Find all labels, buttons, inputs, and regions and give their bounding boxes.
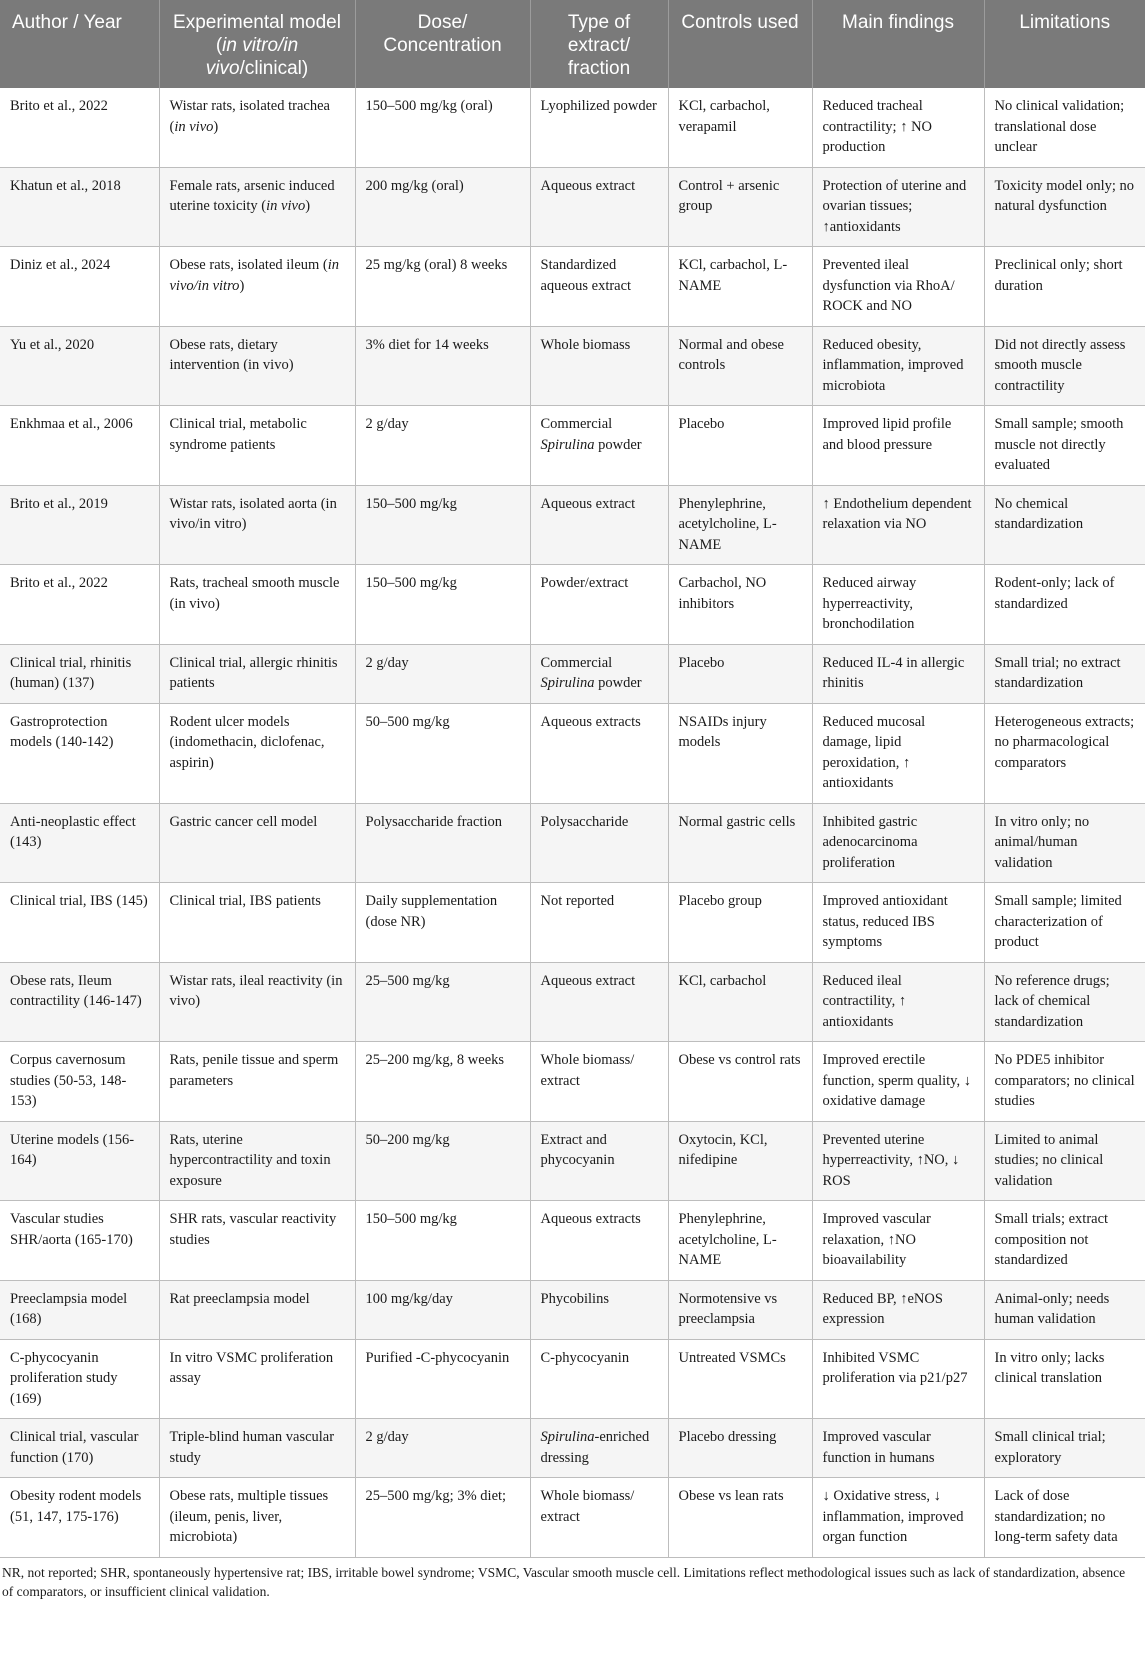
cell-findings: Reduced obesity, inflammation, improved microbiota bbox=[812, 326, 984, 406]
table-row bbox=[0, 326, 1145, 406]
header-experimental-model bbox=[159, 0, 355, 88]
cell-model-text-a: Clinical trial, metabolic syndrome patients bbox=[169, 416, 307, 453]
cell-type-text-a: Whole biomass/ extract bbox=[540, 1052, 635, 1089]
cell-model bbox=[159, 1042, 355, 1122]
table-row bbox=[0, 703, 1145, 803]
cell-findings: Improved antioxidant status, reduced IBS symptoms bbox=[812, 883, 984, 963]
cell-dose: Purified -C-phycocyanin bbox=[355, 1339, 530, 1419]
cell-model bbox=[159, 485, 355, 565]
cell-findings: Reduced BP, ↑eNOS expression bbox=[812, 1280, 984, 1339]
cell-model-text-a: Clinical trial, allergic rhinitis patients bbox=[169, 654, 338, 691]
cell-controls: Normotensive vs preeclampsia bbox=[668, 1280, 812, 1339]
cell-findings: Inhibited gastric adenocarcinoma proliferation bbox=[812, 803, 984, 883]
cell-limitations: Small clinical trial; exploratory bbox=[984, 1419, 1145, 1478]
cell-findings: Improved lipid profile and blood pressure bbox=[812, 406, 984, 486]
cell-type bbox=[530, 247, 668, 327]
cell-controls: Phenylephrine, acetylcholine, L-NAME bbox=[668, 1201, 812, 1281]
cell-model-text-c: ) bbox=[305, 198, 311, 214]
cell-type-text-a: Aqueous extract bbox=[540, 177, 636, 194]
cell-findings: Reduced mucosal damage, lipid peroxidation, ↑ antioxidants bbox=[812, 703, 984, 803]
header-row bbox=[0, 0, 1145, 88]
cell-dose: 50–500 mg/kg bbox=[355, 703, 530, 803]
header-dose: Dose/ Concentration bbox=[355, 0, 530, 88]
cell-type bbox=[530, 1121, 668, 1201]
cell-limitations: Small sample; limited characterization of product bbox=[984, 883, 1145, 963]
table-row bbox=[0, 644, 1145, 703]
cell-dose: 25–500 mg/kg; 3% diet; bbox=[355, 1478, 530, 1558]
cell-controls: Carbachol, NO inhibitors bbox=[668, 565, 812, 645]
cell-dose: 150–500 mg/kg (oral) bbox=[355, 88, 530, 167]
cell-findings: Reduced tracheal contractility; ↑ NO production bbox=[812, 88, 984, 167]
cell-type-text-a: C-phycocyanin bbox=[540, 1349, 630, 1366]
table-row bbox=[0, 167, 1145, 247]
cell-author: Yu et al., 2020 bbox=[0, 326, 159, 406]
cell-type-text-c: powder bbox=[594, 675, 642, 691]
cell-author: Anti-neoplastic effect (143) bbox=[0, 803, 159, 883]
cell-limitations: Heterogeneous extracts; no pharmacological comparators bbox=[984, 703, 1145, 803]
cell-author: Obesity rodent models (51, 147, 175-176) bbox=[0, 1478, 159, 1558]
header-controls: Controls used bbox=[668, 0, 812, 88]
cell-model bbox=[159, 1201, 355, 1281]
cell-author: Uterine models (156-164) bbox=[0, 1121, 159, 1201]
cell-type-text-b: Spirulina bbox=[540, 1429, 595, 1445]
cell-type bbox=[530, 703, 668, 803]
cell-limitations: In vitro only; lacks clinical translation bbox=[984, 1339, 1145, 1419]
table-row bbox=[0, 883, 1145, 963]
table-row bbox=[0, 1121, 1145, 1201]
table-row bbox=[0, 485, 1145, 565]
cell-findings: Inhibited VSMC proliferation via p21/p27 bbox=[812, 1339, 984, 1419]
cell-type bbox=[530, 644, 668, 703]
cell-limitations: Lack of dose standardization; no long-term safety data bbox=[984, 1478, 1145, 1558]
cell-author: C-phycocyanin proliferation study (169) bbox=[0, 1339, 159, 1419]
cell-controls: Control + arsenic group bbox=[668, 167, 812, 247]
cell-limitations: Rodent-only; lack of standardized bbox=[984, 565, 1145, 645]
cell-model-text-a: Rats, tracheal smooth muscle (in vivo) bbox=[169, 575, 340, 612]
cell-author: Enkhmaa et al., 2006 bbox=[0, 406, 159, 486]
cell-model bbox=[159, 1280, 355, 1339]
cell-type bbox=[530, 485, 668, 565]
table-row bbox=[0, 1419, 1145, 1478]
table-row bbox=[0, 88, 1145, 167]
cell-controls: Placebo bbox=[668, 406, 812, 486]
cell-author: Clinical trial, vascular function (170) bbox=[0, 1419, 159, 1478]
cell-findings: Reduced IL-4 in allergic rhinitis bbox=[812, 644, 984, 703]
cell-findings: ↑ Endothelium dependent relaxation via NO bbox=[812, 485, 984, 565]
cell-controls: NSAIDs injury models bbox=[668, 703, 812, 803]
cell-limitations: No clinical validation; translational dose unclear bbox=[984, 88, 1145, 167]
cell-type bbox=[530, 1042, 668, 1122]
cell-model-text-b: in vivo bbox=[266, 198, 306, 214]
cell-limitations: Limited to animal studies; no clinical validation bbox=[984, 1121, 1145, 1201]
cell-controls: Normal gastric cells bbox=[668, 803, 812, 883]
cell-dose: 25 mg/kg (oral) 8 weeks bbox=[355, 247, 530, 327]
table-row bbox=[0, 1339, 1145, 1419]
cell-type-text-b: Spirulina bbox=[540, 436, 595, 453]
cell-limitations: In vitro only; no animal/human validation bbox=[984, 803, 1145, 883]
cell-type-text-a: Aqueous extracts bbox=[540, 1211, 641, 1227]
cell-model-text-a: Rodent ulcer models (indomethacin, diclofenac, aspirin) bbox=[169, 713, 325, 771]
cell-model bbox=[159, 1121, 355, 1201]
cell-limitations: Small trial; no extract standardization bbox=[984, 644, 1145, 703]
cell-dose: 50–200 mg/kg bbox=[355, 1121, 530, 1201]
table-row bbox=[0, 803, 1145, 883]
cell-type-text-a: Polysaccharide bbox=[540, 813, 629, 830]
cell-model-text-a: Triple-blind human vascular study bbox=[169, 1429, 335, 1466]
table-row bbox=[0, 1201, 1145, 1281]
cell-type-text-c: -enriched dressing bbox=[540, 1429, 650, 1466]
cell-model-text-b: in vivo bbox=[174, 118, 214, 135]
cell-model-text-a: Female rats, arsenic induced uterine toxicity ( bbox=[169, 177, 335, 214]
cell-controls: KCl, carbachol bbox=[668, 962, 812, 1042]
cell-type-text-a: Lyophilized powder bbox=[540, 98, 657, 114]
cell-model bbox=[159, 565, 355, 645]
cell-author: Clinical trial, rhinitis (human) (137) bbox=[0, 644, 159, 703]
header-model-text-b: in vitro/in vivo bbox=[205, 35, 299, 79]
cell-type bbox=[530, 406, 668, 486]
cell-model bbox=[159, 703, 355, 803]
cell-limitations: Did not directly assess smooth muscle contractility bbox=[984, 326, 1145, 406]
cell-model-text-a: SHR rats, vascular reactivity studies bbox=[169, 1211, 337, 1248]
cell-controls: Placebo dressing bbox=[668, 1419, 812, 1478]
cell-dose: 150–500 mg/kg bbox=[355, 1201, 530, 1281]
cell-dose: 3% diet for 14 weeks bbox=[355, 326, 530, 406]
cell-author: Corpus cavernosum studies (50-53, 148-153) bbox=[0, 1042, 159, 1122]
cell-type bbox=[530, 565, 668, 645]
table-row bbox=[0, 1280, 1145, 1339]
table-header bbox=[0, 0, 1145, 88]
cell-model bbox=[159, 88, 355, 167]
cell-type-text-a: Powder/extract bbox=[540, 575, 629, 591]
cell-type bbox=[530, 326, 668, 406]
cell-author: Brito et al., 2019 bbox=[0, 485, 159, 565]
cell-findings: Reduced ileal contractility, ↑ antioxidants bbox=[812, 962, 984, 1042]
cell-type bbox=[530, 1478, 668, 1558]
cell-type-text-a: Whole biomass/ extract bbox=[540, 1488, 635, 1525]
cell-author: Khatun et al., 2018 bbox=[0, 167, 159, 247]
cell-type bbox=[530, 1280, 668, 1339]
cell-findings: Reduced airway hyperreactivity, bronchodilation bbox=[812, 565, 984, 645]
header-type-of-extract: Type of extract/ fraction bbox=[530, 0, 668, 88]
cell-model-text-a: Wistar rats, isolated aorta (in vivo/in vitro) bbox=[169, 495, 337, 532]
cell-model bbox=[159, 1339, 355, 1419]
table-row bbox=[0, 1478, 1145, 1558]
cell-type bbox=[530, 167, 668, 247]
cell-limitations: Small sample; smooth muscle not directly evaluated bbox=[984, 406, 1145, 486]
cell-author: Brito et al., 2022 bbox=[0, 88, 159, 167]
table-footnote: NR, not reported; SHR, spontaneously hypertensive rat; IBS, irritable bowel syndrome; VSMC, Vascular smooth muscle cell. Limitations reflect methodological issues such as lack of standardization, absence of comparators, or insufficient clinical validation. bbox=[2, 1564, 1126, 1599]
cell-model-text-a: Obese rats, multiple tissues (ileum, penis, liver, microbiota) bbox=[169, 1488, 329, 1545]
cell-model-text-a: Rat preeclampsia model bbox=[169, 1290, 310, 1307]
cell-type bbox=[530, 1339, 668, 1419]
cell-model-text-a: Obese rats, isolated ileum ( bbox=[169, 257, 328, 273]
cell-controls: Obese vs lean rats bbox=[668, 1478, 812, 1558]
cell-controls: Placebo bbox=[668, 644, 812, 703]
cell-findings: Protection of uterine and ovarian tissues; ↑antioxidants bbox=[812, 167, 984, 247]
cell-controls: Phenylephrine, acetylcholine, L-NAME bbox=[668, 485, 812, 565]
cell-model-text-a: Rats, penile tissue and sperm parameters bbox=[169, 1052, 339, 1089]
cell-dose: 2 g/day bbox=[355, 406, 530, 486]
cell-limitations: No reference drugs; lack of chemical standardization bbox=[984, 962, 1145, 1042]
cell-model-text-c: ) bbox=[213, 118, 219, 135]
cell-dose: 100 mg/kg/day bbox=[355, 1280, 530, 1339]
cell-limitations: Toxicity model only; no natural dysfunction bbox=[984, 167, 1145, 247]
cell-controls: Oxytocin, KCl, nifedipine bbox=[668, 1121, 812, 1201]
cell-model-text-b: in vivo/in vitro bbox=[169, 257, 340, 294]
cell-model bbox=[159, 1478, 355, 1558]
cell-type-text-c: powder bbox=[594, 436, 642, 453]
header-model-text-a: Experimental model ( bbox=[173, 12, 341, 56]
cell-model-text-c: ) bbox=[239, 277, 245, 294]
cell-author: Vascular studies SHR/aorta (165-170) bbox=[0, 1201, 159, 1281]
cell-author: Obese rats, Ileum contractility (146-147) bbox=[0, 962, 159, 1042]
cell-findings: Prevented uterine hyperreactivity, ↑NO, ↓ ROS bbox=[812, 1121, 984, 1201]
cell-model bbox=[159, 406, 355, 486]
cell-findings: Prevented ileal dysfunction via RhoA/ ROCK and NO bbox=[812, 247, 984, 327]
cell-author: Brito et al., 2022 bbox=[0, 565, 159, 645]
table-row bbox=[0, 406, 1145, 486]
cell-model bbox=[159, 962, 355, 1042]
cell-controls: KCl, carbachol, L-NAME bbox=[668, 247, 812, 327]
cell-dose: 25–200 mg/kg, 8 weeks bbox=[355, 1042, 530, 1122]
cell-model-text-a: Clinical trial, IBS patients bbox=[169, 893, 321, 909]
table-row bbox=[0, 1042, 1145, 1122]
cell-type-text-b: Spirulina bbox=[540, 675, 595, 691]
cell-dose: 2 g/day bbox=[355, 644, 530, 703]
cell-type bbox=[530, 1201, 668, 1281]
header-limitations: Limitations bbox=[984, 0, 1145, 88]
cell-findings: ↓ Oxidative stress, ↓ inflammation, improved organ function bbox=[812, 1478, 984, 1558]
cell-author: Gastroprotection models (140-142) bbox=[0, 703, 159, 803]
cell-model-text-a: Obese rats, dietary intervention (in vivo) bbox=[169, 336, 294, 373]
cell-model bbox=[159, 326, 355, 406]
cell-type-text-a: Extract and phycocyanin bbox=[540, 1131, 615, 1168]
cell-dose: 25–500 mg/kg bbox=[355, 962, 530, 1042]
cell-limitations: Small trials; extract composition not standardized bbox=[984, 1201, 1145, 1281]
cell-dose: 150–500 mg/kg bbox=[355, 565, 530, 645]
cell-model-text-a: Wistar rats, ileal reactivity (in vivo) bbox=[169, 972, 343, 1009]
table-body bbox=[0, 88, 1145, 1557]
cell-limitations: No chemical standardization bbox=[984, 485, 1145, 565]
cell-type-text-a: Commercial bbox=[540, 416, 613, 432]
cell-type-text-a: Commercial bbox=[540, 654, 613, 671]
cell-limitations: Preclinical only; short duration bbox=[984, 247, 1145, 327]
cell-type bbox=[530, 883, 668, 963]
cell-model bbox=[159, 167, 355, 247]
cell-model bbox=[159, 883, 355, 963]
cell-type-text-a: Whole biomass bbox=[540, 336, 631, 353]
cell-type bbox=[530, 962, 668, 1042]
cell-model bbox=[159, 1419, 355, 1478]
cell-model-text-a: Gastric cancer cell model bbox=[169, 813, 318, 830]
cell-findings: Improved vascular relaxation, ↑NO bioavailability bbox=[812, 1201, 984, 1281]
cell-controls: Untreated VSMCs bbox=[668, 1339, 812, 1419]
cell-dose: Polysaccharide fraction bbox=[355, 803, 530, 883]
cell-type bbox=[530, 88, 668, 167]
cell-type-text-a: Not reported bbox=[540, 893, 615, 909]
cell-type-text-a: Standardized aqueous extract bbox=[540, 257, 632, 294]
cell-dose: 150–500 mg/kg bbox=[355, 485, 530, 565]
header-main-findings: Main findings bbox=[812, 0, 984, 88]
cell-model-text-a: In vitro VSMC proliferation assay bbox=[169, 1349, 334, 1386]
cell-controls: Normal and obese controls bbox=[668, 326, 812, 406]
header-author-year: Author / Year bbox=[0, 0, 159, 88]
cell-author: Clinical trial, IBS (145) bbox=[0, 883, 159, 963]
cell-limitations: Animal-only; needs human validation bbox=[984, 1280, 1145, 1339]
cell-type-text-a: Aqueous extracts bbox=[540, 713, 641, 730]
cell-author: Diniz et al., 2024 bbox=[0, 247, 159, 327]
cell-type-text-a: Aqueous extract bbox=[540, 972, 636, 989]
cell-type bbox=[530, 803, 668, 883]
cell-dose: 200 mg/kg (oral) bbox=[355, 167, 530, 247]
header-model-text-c: /clinical) bbox=[239, 58, 309, 79]
table-row bbox=[0, 565, 1145, 645]
cell-controls: Obese vs control rats bbox=[668, 1042, 812, 1122]
cell-dose: 2 g/day bbox=[355, 1419, 530, 1478]
cell-findings: Improved vascular function in humans bbox=[812, 1419, 984, 1478]
cell-controls: KCl, carbachol, verapamil bbox=[668, 88, 812, 167]
cell-controls: Placebo group bbox=[668, 883, 812, 963]
table-row bbox=[0, 247, 1145, 327]
cell-dose: Daily supplementation (dose NR) bbox=[355, 883, 530, 963]
cell-type-text-a: Phycobilins bbox=[540, 1290, 609, 1307]
cell-model bbox=[159, 803, 355, 883]
cell-model-text-a: Wistar rats, isolated trachea ( bbox=[169, 98, 330, 135]
table-row bbox=[0, 962, 1145, 1042]
cell-type-text-a: Aqueous extract bbox=[540, 495, 636, 512]
cell-author: Preeclampsia model (168) bbox=[0, 1280, 159, 1339]
cell-model-text-a: Rats, uterine hypercontractility and toxin exposure bbox=[169, 1131, 331, 1189]
cell-limitations: No PDE5 inhibitor comparators; no clinical studies bbox=[984, 1042, 1145, 1122]
cell-findings: Improved erectile function, sperm quality, ↓ oxidative damage bbox=[812, 1042, 984, 1122]
cell-type bbox=[530, 1419, 668, 1478]
cell-model bbox=[159, 644, 355, 703]
cell-model bbox=[159, 247, 355, 327]
